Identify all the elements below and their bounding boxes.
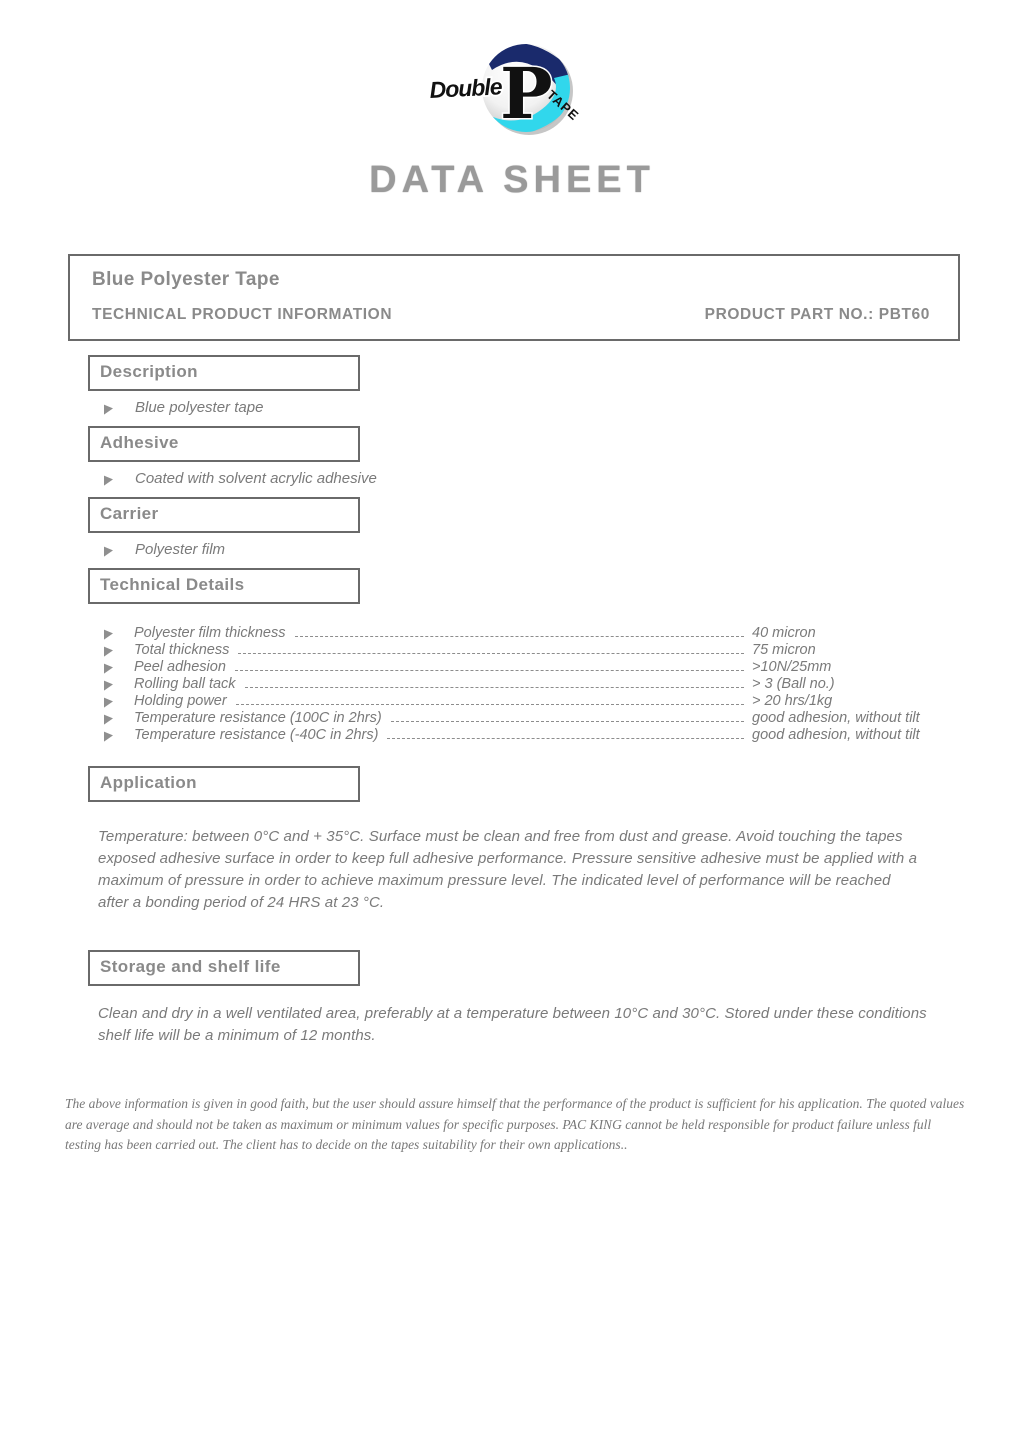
- bullet-arrow-icon: [104, 628, 113, 639]
- header-subrow: [92, 306, 930, 324]
- technical-value: good adhesion, without tilt: [752, 727, 920, 743]
- section-header-adhesive: Adhesive: [88, 426, 360, 462]
- bullet-arrow-icon: [104, 696, 113, 707]
- dashed-leader: [387, 738, 744, 739]
- technical-value: > 3 (Ball no.): [752, 676, 835, 692]
- application-paragraph: Temperature: between 0°C and + 35°C. Surface must be clean and free from dust and grease. Avoid touching the tapes exposed adhesive surface in order to keep full adhesive performance. Pressure sensitive adhesive must be applied with a maximum of pressure in order to achieve maximum pressure level. The indicated level of performance will be reached after a bonding period of 24 HRS at 23 °C.: [98, 828, 918, 912]
- logo-tape-text: TAPE: [543, 87, 583, 124]
- technical-row: [104, 710, 932, 727]
- dashed-leader: [245, 687, 744, 688]
- description-text: Blue polyester tape: [135, 399, 264, 416]
- technical-label: Polyester film thickness: [134, 625, 286, 641]
- technical-label: Rolling ball tack: [134, 676, 236, 692]
- product-header-box: [68, 254, 960, 341]
- document-title: DATA SHEET: [369, 159, 655, 201]
- technical-details-list: [104, 625, 932, 744]
- dashed-leader: [391, 721, 744, 722]
- description-item: [104, 400, 1024, 417]
- technical-label: Total thickness: [134, 642, 230, 658]
- technical-label: Temperature resistance (-40C in 2hrs): [134, 727, 379, 743]
- section-header-application: Application: [88, 766, 360, 802]
- technical-label: Holding power: [134, 693, 227, 709]
- bullet-arrow-icon: [104, 662, 113, 673]
- adhesive-item: [104, 471, 1024, 488]
- product-name: Blue Polyester Tape: [92, 269, 280, 290]
- section-header-description: Description: [88, 355, 360, 391]
- dashed-leader: [295, 636, 745, 637]
- product-part-number: PRODUCT PART NO.: PBT60: [704, 306, 930, 323]
- technical-row: [104, 659, 932, 676]
- logo-double-text: Double: [428, 73, 503, 103]
- bullet-arrow-icon: [104, 713, 113, 724]
- dashed-leader: [236, 704, 744, 705]
- bullet-arrow-icon: [104, 645, 113, 656]
- technical-row: [104, 676, 932, 693]
- carrier-text: Polyester film: [135, 541, 226, 558]
- double-p-tape-logo-icon: [422, 40, 602, 140]
- technical-row: [104, 625, 932, 642]
- storage-paragraph: Clean and dry in a well ventilated area, preferably at a temperature between 10°C and 30°C. Stored under these conditions shelf life will be a minimum of 12 months.: [98, 1005, 927, 1045]
- bullet-arrow-icon: [104, 679, 113, 690]
- bullet-arrow-icon: [104, 545, 113, 556]
- technical-label: Peel adhesion: [134, 659, 226, 675]
- technical-value: >10N/25mm: [752, 659, 832, 675]
- bullet-arrow-icon: [104, 730, 113, 741]
- technical-value: 75 micron: [752, 642, 816, 658]
- dashed-leader: [238, 653, 744, 654]
- technical-row: [104, 693, 932, 710]
- technical-value: 40 micron: [752, 625, 816, 641]
- section-header-storage: Storage and shelf life: [88, 950, 360, 986]
- section-header-technical-details: Technical Details: [88, 568, 360, 604]
- technical-value: > 20 hrs/1kg: [752, 693, 833, 709]
- section-header-carrier: Carrier: [88, 497, 360, 533]
- technical-label: Temperature resistance (100C in 2hrs): [134, 710, 382, 726]
- company-logo: [422, 40, 602, 145]
- bullet-arrow-icon: [104, 403, 113, 414]
- disclaimer-text: The above information is given in good faith, but the user should assure himself that the performance of the product is sufficient for his application. The quoted values are average and should not be taken as maximum or minimum values for specific purposes. PAC KING cannot be held responsible for product failure unless full testing has been carried out. The client has to decide on the tapes suitability for their own applications..: [65, 1096, 965, 1152]
- technical-row: [104, 642, 932, 659]
- carrier-item: [104, 542, 1024, 559]
- technical-value: good adhesion, without tilt: [752, 710, 920, 726]
- bullet-arrow-icon: [104, 474, 113, 485]
- technical-row: [104, 727, 932, 744]
- logo-p-letter: P: [500, 52, 553, 135]
- adhesive-text: Coated with solvent acrylic adhesive: [135, 470, 377, 487]
- technical-product-information-label: TECHNICAL PRODUCT INFORMATION: [92, 306, 393, 323]
- dashed-leader: [235, 670, 744, 671]
